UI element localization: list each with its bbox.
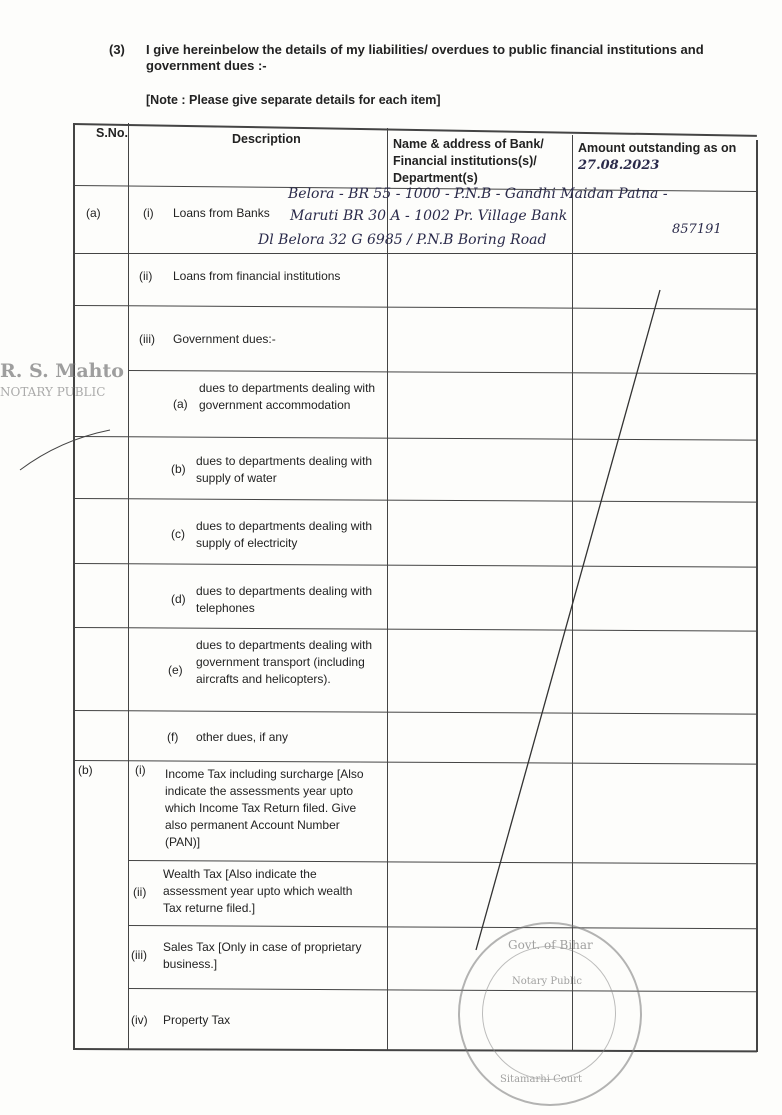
- row-desc: dues to departments dealing with supply of electricity: [196, 519, 373, 550]
- row-desc: dues to departments dealing with government transport (including aircrafts and helicopters).: [196, 638, 373, 686]
- row-desc: dues to departments dealing with telephones: [196, 584, 373, 615]
- notary-stamp: R. S. Mahto: [0, 360, 124, 382]
- row-sub: (ii): [139, 269, 153, 283]
- row-desc: dues to departments dealing with government accommodation: [199, 381, 376, 412]
- row-sub: (i): [143, 206, 154, 220]
- col-header-sno: S.No.: [96, 126, 128, 140]
- row-desc: Wealth Tax [Also indicate the assessment year upto which wealth Tax returne filed.]: [163, 867, 353, 915]
- row-desc: other dues, if any: [196, 730, 289, 744]
- row-sub: (f): [167, 730, 179, 744]
- notary-stamp-sub: NOTARY PUBLIC: [0, 385, 106, 399]
- row-desc: Property Tax: [163, 1013, 231, 1027]
- row-sub: (d): [171, 592, 186, 606]
- section-note: [Note : Please give separate details for each item]: [146, 93, 441, 107]
- amount-date: 27.08.2023: [578, 158, 660, 173]
- row-sub: (c): [171, 527, 185, 541]
- section-number: (3): [109, 42, 125, 57]
- row-sub: (i): [135, 763, 146, 777]
- col-header-bank: Name & address of Bank/ Financial institutions(s)/ Department(s): [393, 137, 544, 185]
- handwritten-entry-1: Belora - BR 55 - 1000 - P.N.B - Gandhi Maidan Patna -: [288, 186, 668, 202]
- row-desc: Income Tax including surcharge [Also indicate the assessments year upto which Income Tax Return filed. Give also permanent Account Number (PAN)]: [165, 767, 364, 849]
- row-desc: dues to departments dealing with supply of water: [196, 454, 373, 485]
- row-sub: (iv): [131, 1013, 148, 1027]
- col-header-amount: Amount outstanding as on 27.08.2023: [578, 141, 737, 173]
- row-sub: (a): [173, 397, 188, 411]
- row-desc: Loans from financial institutions: [173, 269, 341, 283]
- row-sub: (e): [168, 663, 183, 677]
- handwritten-entry-2b: 857191: [672, 222, 722, 237]
- row-sub: (iii): [131, 948, 147, 962]
- section-title: I give hereinbelow the details of my liabilities/ overdues to public financial institutions and government dues :-: [146, 42, 704, 73]
- handwritten-entry-2: Maruti BR 30 A - 1002 Pr. Village Bank: [290, 208, 568, 224]
- row-sub: (b): [171, 462, 186, 476]
- row-desc: Loans from Banks: [173, 206, 270, 220]
- row-sno: (a): [86, 206, 101, 220]
- row-desc: Sales Tax [Only in case of proprietary business.]: [163, 940, 362, 971]
- handwritten-entry-3: Dl Belora 32 G 6985 / P.N.B Boring Road: [258, 232, 547, 248]
- row-sno: (b): [78, 763, 93, 777]
- row-desc: Government dues:-: [173, 332, 276, 346]
- notary-seal: Govt. of Bihar Notary Public Sitamarhi Court: [458, 922, 642, 1106]
- row-sub: (ii): [133, 885, 147, 899]
- row-sub: (iii): [139, 332, 155, 346]
- col-header-description: Description: [232, 132, 301, 146]
